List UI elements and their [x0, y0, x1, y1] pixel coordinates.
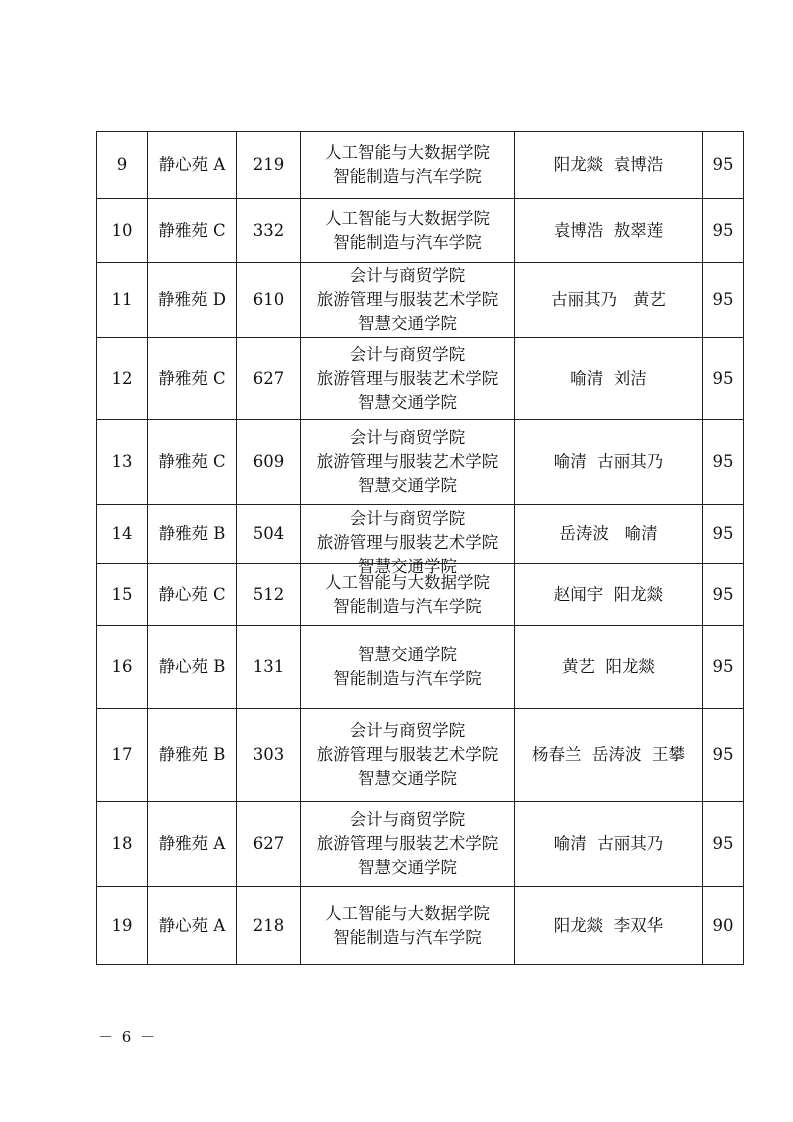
score-cell: 95 — [703, 505, 744, 564]
table-row — [97, 263, 744, 338]
inspectors-cell: 赵闻宇 阳龙燚 — [515, 564, 703, 626]
inspectors-cell: 喻清 古丽其乃 — [515, 420, 703, 505]
building-cell: 静雅苑 C — [148, 199, 237, 263]
college-name: 旅游管理与服装艺术学院 — [316, 290, 499, 309]
page-number: － 6 － — [98, 1028, 158, 1046]
colleges-cell — [301, 420, 515, 505]
college-name: 智能制造与汽车学院 — [333, 167, 482, 186]
row-number-cell: 9 — [97, 132, 148, 199]
college-name: 智慧交通学院 — [358, 314, 457, 333]
college-name: 旅游管理与服装艺术学院 — [316, 745, 499, 764]
score-cell: 95 — [703, 338, 744, 420]
building-cell: 静心苑 C — [148, 564, 237, 626]
college-name: 智慧交通学院 — [358, 476, 457, 495]
score-cell: 95 — [703, 626, 744, 709]
college-name: 旅游管理与服装艺术学院 — [316, 834, 499, 853]
score-cell: 95 — [703, 263, 744, 338]
college-name: 智慧交通学院 — [358, 769, 457, 788]
score-cell: 95 — [703, 709, 744, 802]
table-row — [97, 887, 744, 965]
college-name: 人工智能与大数据学院 — [325, 572, 490, 592]
college-name: 会计与商贸学院 — [349, 509, 466, 528]
college-name: 会计与商贸学院 — [349, 428, 466, 447]
colleges-cell — [301, 199, 515, 263]
college-name: 智慧交通学院 — [358, 557, 457, 576]
college-name: 会计与商贸学院 — [349, 721, 466, 740]
building-cell: 静雅苑 C — [148, 338, 237, 420]
college-name: 智能制造与汽车学院 — [333, 232, 482, 252]
colleges-cell — [301, 505, 515, 576]
room-cell: 627 — [237, 338, 301, 420]
table-row — [97, 564, 744, 626]
college-name: 智慧交通学院 — [358, 645, 457, 664]
inspectors-cell: 喻清 刘洁 — [515, 338, 703, 420]
room-cell: 610 — [237, 263, 301, 338]
score-cell: 90 — [703, 887, 744, 965]
building-cell: 静雅苑 B — [148, 505, 237, 564]
colleges-cell — [301, 338, 515, 420]
building-cell: 静雅苑 A — [148, 802, 237, 887]
room-cell: 504 — [237, 505, 301, 564]
college-name: 智慧交通学院 — [358, 392, 457, 412]
dormitory-score-table — [96, 131, 744, 965]
row-number-cell: 15 — [97, 564, 148, 626]
room-cell: 332 — [237, 199, 301, 263]
building-cell: 静雅苑 D — [148, 263, 237, 338]
building-cell: 静心苑 A — [148, 132, 237, 199]
colleges-cell — [301, 263, 515, 338]
college-name: 旅游管理与服装艺术学院 — [316, 452, 499, 471]
college-name: 智慧交通学院 — [358, 858, 457, 877]
table-row — [97, 709, 744, 802]
building-cell: 静心苑 A — [148, 887, 237, 965]
score-cell: 95 — [703, 802, 744, 887]
inspectors-cell: 岳涛波 喻清 — [515, 505, 703, 564]
table-row — [97, 802, 744, 887]
row-number-cell: 12 — [97, 338, 148, 420]
college-name: 智能制造与汽车学院 — [333, 669, 482, 688]
table-row — [97, 132, 744, 199]
row-number-cell: 13 — [97, 420, 148, 505]
inspectors-cell: 阳龙燚 李双华 — [515, 887, 703, 965]
room-cell: 609 — [237, 420, 301, 505]
college-name: 人工智能与大数据学院 — [325, 903, 490, 923]
college-name: 旅游管理与服装艺术学院 — [316, 533, 499, 552]
college-name: 智能制造与汽车学院 — [333, 596, 482, 616]
table-row — [97, 338, 744, 420]
table-row — [97, 420, 744, 505]
colleges-cell — [301, 564, 515, 626]
college-name: 智能制造与汽车学院 — [333, 927, 482, 947]
building-cell: 静雅苑 C — [148, 420, 237, 505]
room-cell: 219 — [237, 132, 301, 199]
row-number-cell: 16 — [97, 626, 148, 709]
table-row — [97, 626, 744, 709]
building-cell: 静雅苑 B — [148, 709, 237, 802]
inspectors-cell: 黄艺 阳龙燚 — [515, 626, 703, 709]
row-number-cell: 14 — [97, 505, 148, 564]
row-number-cell: 19 — [97, 887, 148, 965]
score-cell: 95 — [703, 420, 744, 505]
row-number-cell: 17 — [97, 709, 148, 802]
inspectors-cell: 古丽其乃 黄艺 — [515, 263, 703, 338]
room-cell: 218 — [237, 887, 301, 965]
score-cell: 95 — [703, 564, 744, 626]
row-number-cell: 11 — [97, 263, 148, 338]
colleges-cell — [301, 626, 515, 709]
room-cell: 512 — [237, 564, 301, 626]
colleges-cell — [301, 802, 515, 887]
inspectors-cell: 袁博浩 敖翠莲 — [515, 199, 703, 263]
colleges-cell — [301, 132, 515, 199]
row-number-cell: 10 — [97, 199, 148, 263]
college-name: 会计与商贸学院 — [349, 266, 466, 285]
colleges-cell — [301, 887, 515, 965]
room-cell: 131 — [237, 626, 301, 709]
college-name: 会计与商贸学院 — [349, 810, 466, 829]
room-cell: 303 — [237, 709, 301, 802]
college-name: 旅游管理与服装艺术学院 — [316, 368, 499, 388]
college-name: 会计与商贸学院 — [349, 344, 466, 364]
inspectors-cell: 杨春兰 岳涛波 王攀 — [515, 709, 703, 802]
building-cell: 静心苑 B — [148, 626, 237, 709]
college-name: 人工智能与大数据学院 — [325, 208, 490, 228]
row-number-cell: 18 — [97, 802, 148, 887]
inspectors-cell: 阳龙燚 袁博浩 — [515, 132, 703, 199]
room-cell: 627 — [237, 802, 301, 887]
inspectors-cell: 喻清 古丽其乃 — [515, 802, 703, 887]
college-name: 人工智能与大数据学院 — [325, 143, 490, 162]
score-cell: 95 — [703, 132, 744, 199]
table-row — [97, 505, 744, 564]
score-cell: 95 — [703, 199, 744, 263]
table-row — [97, 199, 744, 263]
colleges-cell — [301, 709, 515, 802]
